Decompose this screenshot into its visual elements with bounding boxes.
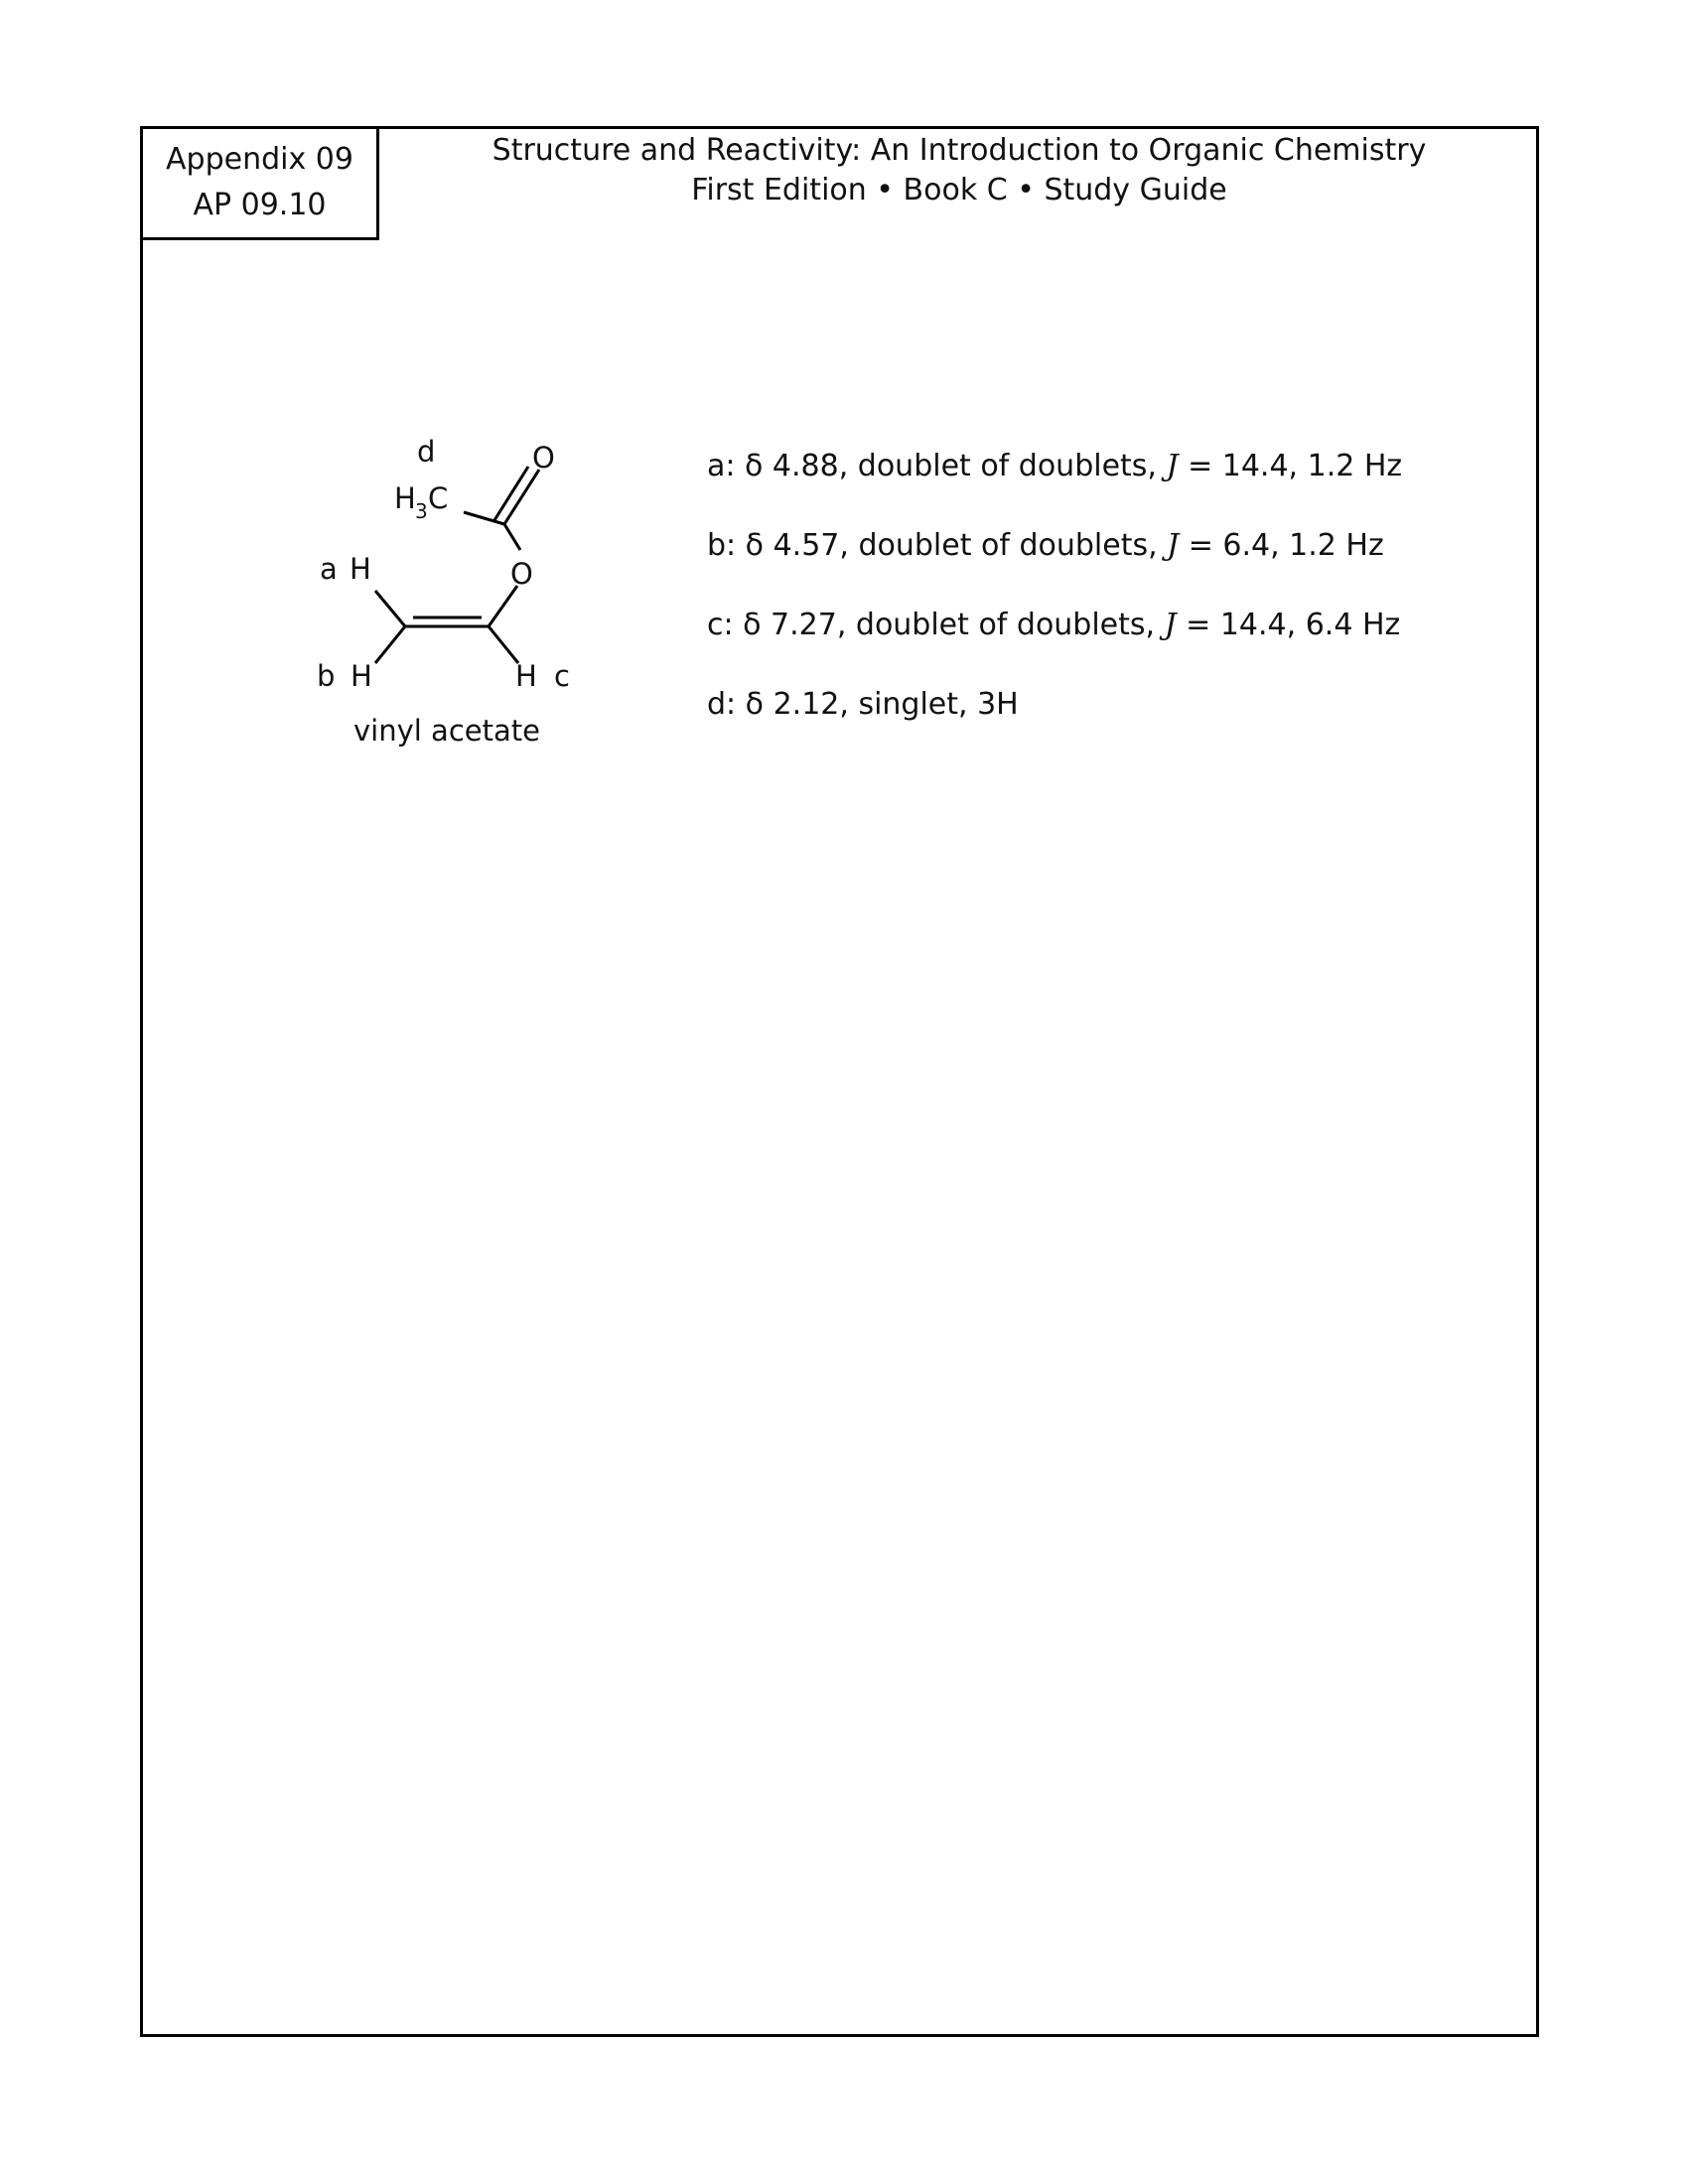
book-title: Structure and Reactivity: An Introduction to Organic Chemistry	[492, 133, 1427, 168]
nmr-b-j-symbol: J	[1167, 528, 1180, 563]
nmr-d-shift: d: δ 2.12, singlet, 3H	[707, 687, 1019, 722]
bond-c-o-ester	[504, 524, 520, 550]
nmr-line-a	[707, 447, 1402, 486]
hydrogen-a: H	[350, 552, 371, 586]
label-b: b	[317, 659, 336, 693]
bond-c-hc	[489, 626, 518, 663]
nmr-c-shift: c: δ 7.27, doublet of doublets,	[707, 608, 1165, 642]
nmr-a-j-symbol: J	[1166, 449, 1179, 483]
h3c-subscript: 3	[415, 499, 428, 523]
nmr-c-j-symbol: J	[1164, 608, 1177, 642]
compound-name: vinyl acetate	[353, 714, 540, 748]
hydrogen-b: H	[351, 659, 372, 693]
hydrogen-c: H	[515, 659, 537, 693]
nmr-line-c	[707, 606, 1402, 645]
nmr-a-coupling: = 14.4, 1.2 Hz	[1178, 449, 1403, 483]
bond-c-hb	[375, 626, 405, 663]
page-frame	[140, 126, 1539, 2037]
nmr-data-list	[707, 447, 1402, 764]
h3c-h: H	[394, 481, 416, 515]
vinyl-acetate-structure	[298, 427, 596, 764]
page-header	[379, 131, 1539, 210]
carbonyl-oxygen: O	[532, 441, 555, 475]
nmr-b-shift: b: δ 4.57, doublet of doublets,	[707, 528, 1168, 563]
nmr-c-coupling: = 14.4, 6.4 Hz	[1176, 608, 1401, 642]
nmr-a-shift: a: δ 4.88, doublet of doublets,	[707, 449, 1167, 483]
nmr-line-d	[707, 685, 1402, 725]
book-subtitle: First Edition • Book C • Study Guide	[691, 173, 1227, 207]
h3c-c: C	[428, 481, 449, 515]
nmr-line-b	[707, 526, 1402, 566]
appendix-number: Appendix 09	[166, 142, 353, 177]
label-d: d	[417, 435, 436, 469]
label-c: c	[554, 659, 570, 693]
appendix-page-code: AP 09.10	[193, 188, 327, 222]
ester-oxygen: O	[510, 557, 533, 591]
bond-c-ha	[375, 591, 405, 626]
nmr-b-coupling: = 6.4, 1.2 Hz	[1179, 528, 1384, 563]
structure-drawing	[298, 427, 596, 764]
bond-o-vinyl-c	[489, 586, 517, 626]
label-a: a	[320, 552, 338, 586]
appendix-box	[140, 126, 379, 240]
